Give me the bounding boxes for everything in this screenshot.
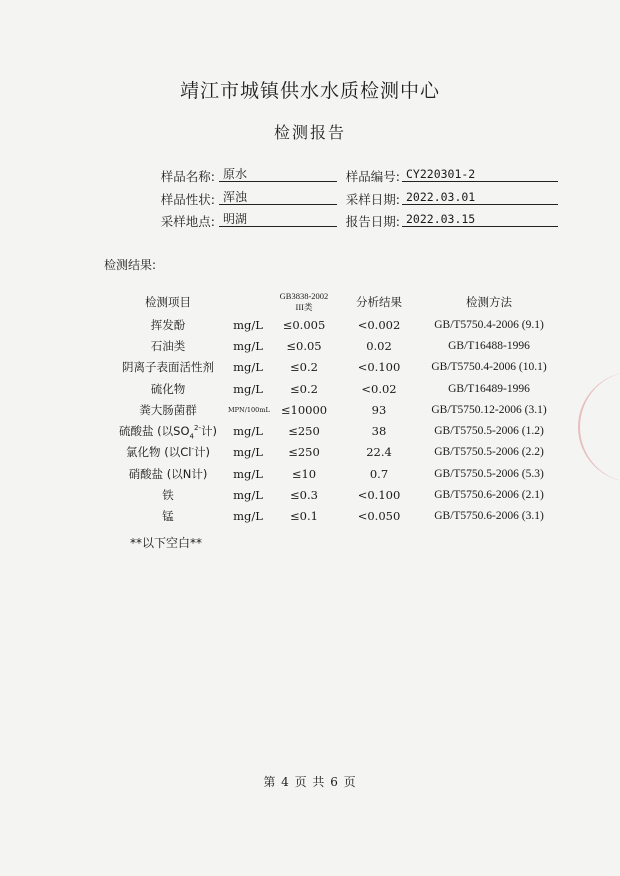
row-result: <0.002 (357, 317, 401, 332)
row-result: 0.7 (369, 466, 389, 481)
row-method: GB/T5750.4-2006 (9.1) (434, 318, 544, 331)
row-standard: ≤10000 (280, 402, 328, 417)
table-row (108, 484, 560, 505)
row-item-superscript: - (191, 445, 194, 454)
row-method: GB/T16488-1996 (448, 339, 530, 352)
row-unit: mg/L (233, 509, 263, 524)
report-date-value: 2022.03.15 (402, 211, 558, 227)
header-item: 检测项目 (145, 295, 191, 309)
results-table (108, 290, 560, 527)
table-row (108, 335, 560, 356)
header-standard-line1: GB3838-2002 (279, 291, 329, 301)
row-unit: mg/L (233, 338, 263, 353)
row-method: GB/T16489-1996 (448, 382, 530, 395)
page-number: 第 4 页 共 6 页 (263, 775, 357, 789)
header-standard-line2: III类 (295, 302, 313, 312)
header-result: 分析结果 (356, 295, 402, 309)
table-row (108, 399, 560, 420)
row-standard: ≤0.005 (282, 317, 326, 332)
report-date-label: 报告日期: (345, 214, 400, 229)
row-standard: ≤0.2 (290, 360, 318, 375)
report-title: 检测报告 (273, 123, 346, 142)
row-unit: mg/L (233, 488, 263, 503)
row-item: 铁 (162, 488, 174, 503)
table-row (108, 463, 560, 484)
row-result: 38 (371, 424, 387, 439)
row-item-prefix: 氯化物 (以Cl (126, 445, 192, 460)
row-item: 锰 (162, 509, 174, 524)
row-item: 石油类 (150, 338, 186, 353)
row-unit: MPN/100mL (228, 405, 270, 414)
sampling-date-label: 采样日期: (345, 192, 400, 207)
row-result: 93 (371, 402, 387, 417)
header-unit (228, 290, 268, 314)
row-item: 挥发酚 (150, 317, 186, 332)
row-standard: ≤250 (288, 424, 320, 439)
table-row (108, 314, 560, 335)
row-result: <0.02 (361, 381, 397, 396)
sampling-date-value: 2022.03.01 (402, 189, 558, 205)
row-unit: mg/L (233, 317, 263, 332)
row-method: GB/T5750.5-2006 (5.3) (434, 467, 544, 480)
end-of-content-note: **以下空白** (130, 536, 203, 550)
row-method: GB/T5750.12-2006 (3.1) (431, 403, 547, 416)
results-header-row (108, 290, 560, 314)
row-method: GB/T5750.5-2006 (2.2) (434, 446, 544, 459)
sample-number-label: 样品编号: (345, 169, 400, 184)
row-unit: mg/L (233, 466, 263, 481)
table-row (108, 357, 560, 378)
row-item-subscript: 4 (189, 432, 194, 441)
row-item-superscript: 2- (193, 424, 201, 433)
row-item (108, 420, 228, 441)
row-result: <0.050 (357, 509, 401, 524)
sampling-location-label: 采样地点: (160, 214, 215, 229)
sample-name-value: 原水 (219, 166, 337, 182)
header-method: 检测方法 (466, 295, 512, 309)
sample-property-label: 样品性状: (160, 192, 215, 207)
table-row (108, 420, 560, 441)
row-item: 硝酸盐 (以N计) (128, 466, 208, 481)
row-item-suffix: 计) (193, 445, 210, 460)
row-result: <0.100 (357, 488, 401, 503)
organization-title: 靖江市城镇供水水质检测中心 (179, 80, 440, 102)
row-standard: ≤250 (288, 445, 320, 460)
table-row (108, 442, 560, 463)
table-row (108, 378, 560, 399)
row-unit: mg/L (233, 381, 263, 396)
sample-number-value: CY220301-2 (402, 166, 558, 182)
row-standard: ≤0.1 (290, 509, 318, 524)
row-unit: mg/L (233, 445, 263, 460)
row-item: 阴离子表面活性剂 (122, 360, 214, 375)
row-item-suffix: 计) (200, 424, 217, 439)
row-standard: ≤0.3 (290, 488, 318, 503)
row-standard: ≤0.05 (286, 338, 322, 353)
row-item (108, 442, 228, 463)
official-seal-stamp (578, 372, 620, 482)
row-method: GB/T5750.4-2006 (10.1) (431, 361, 547, 374)
row-result: 0.02 (366, 338, 392, 353)
sample-property-value: 浑浊 (219, 189, 337, 205)
row-method: GB/T5750.6-2006 (3.1) (434, 510, 544, 523)
row-method: GB/T5750.6-2006 (2.1) (434, 489, 544, 502)
row-result: <0.100 (357, 360, 401, 375)
sampling-location-value: 明湖 (219, 211, 337, 227)
table-row (108, 506, 560, 527)
results-label: 检测结果: (104, 258, 157, 272)
header-standard (268, 290, 340, 314)
row-standard: ≤0.2 (290, 381, 318, 396)
row-unit: mg/L (233, 424, 263, 439)
row-item: 粪大肠菌群 (139, 402, 197, 417)
row-unit: mg/L (233, 360, 263, 375)
row-standard: ≤10 (291, 466, 317, 481)
sample-name-label: 样品名称: (160, 169, 215, 184)
row-item-prefix: 硫酸盐 (以SO (119, 424, 190, 439)
row-method: GB/T5750.5-2006 (1.2) (434, 425, 544, 438)
row-item: 硫化物 (150, 381, 186, 396)
row-result: 22.4 (366, 445, 392, 460)
